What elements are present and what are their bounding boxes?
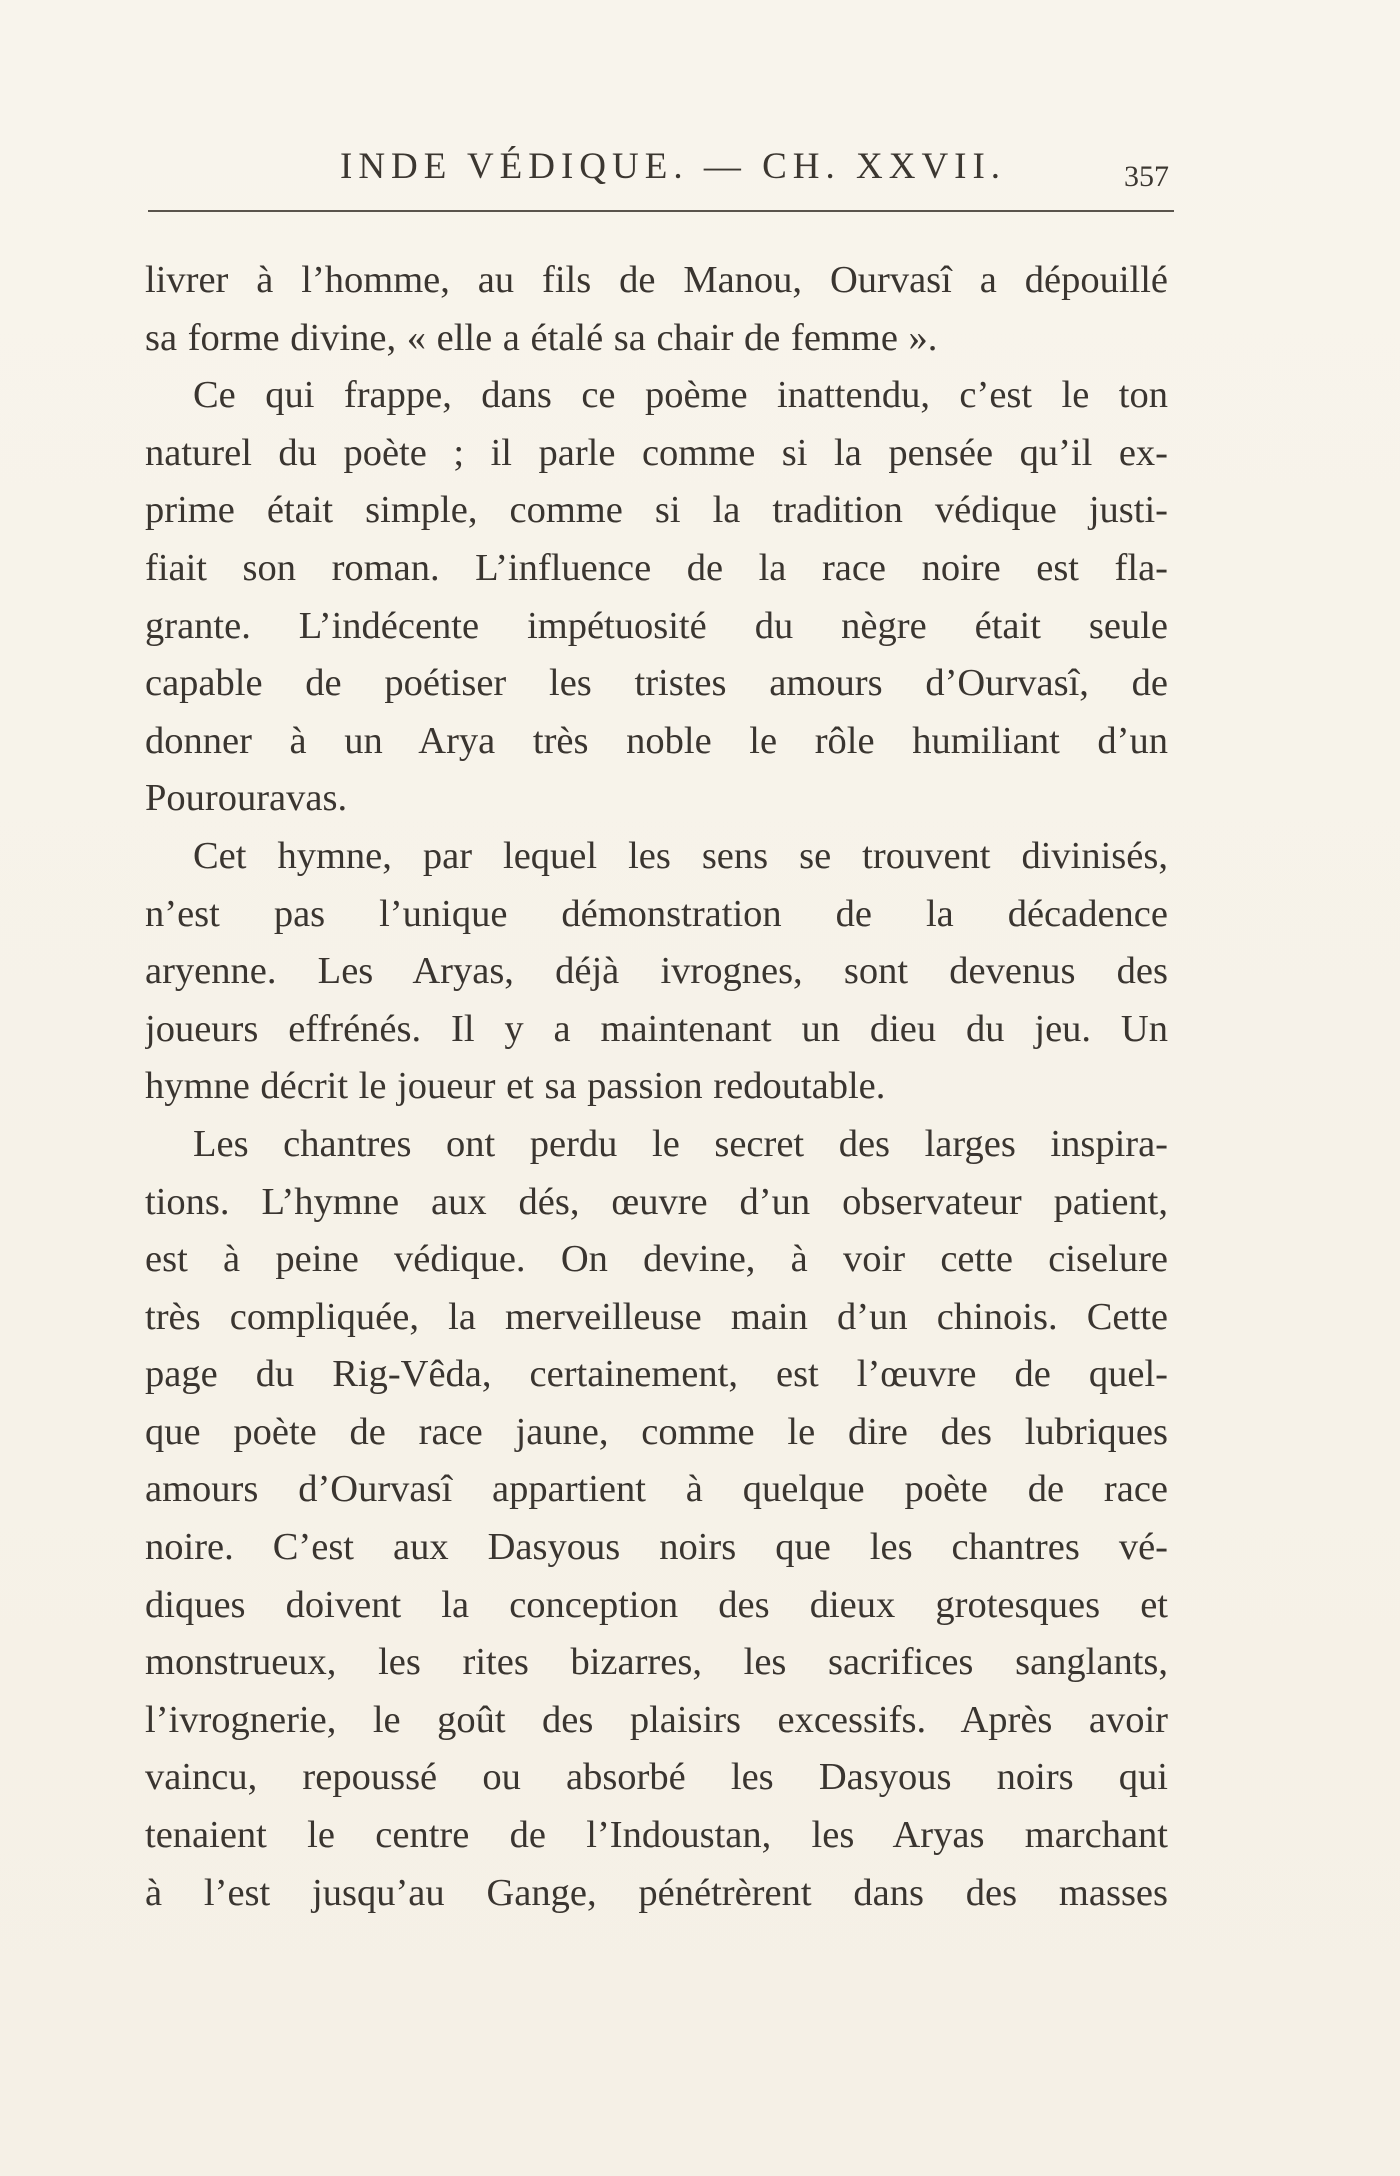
text-line: tenaient le centre de l’Indoustan, les Aryas marchant	[145, 1814, 1168, 1857]
text-line: page du Rig-Vêda, certainement, est l’œuvre de quel-	[145, 1353, 1168, 1396]
text-line: hymne décrit le joueur et sa passion redoutable.	[145, 1065, 886, 1108]
text-line: très compliquée, la merveilleuse main d’un chinois. Cette	[145, 1295, 1168, 1338]
text-line: donner à un Arya très noble le rôle humiliant d’un	[145, 719, 1168, 762]
text-line: tions. L’hymne aux dés, œuvre d’un observateur patient,	[145, 1180, 1168, 1223]
running-head: INDE VÉDIQUE. — CH. XXVII.	[340, 146, 1007, 187]
body-text	[145, 252, 1168, 1922]
text-line: amours d’Ourvasî appartient à quelque poète de race	[145, 1468, 1168, 1511]
text-line: Les chantres ont perdu le secret des larges inspira-	[193, 1122, 1168, 1165]
text-line: n’est pas l’unique démonstration de la décadence	[145, 892, 1168, 935]
text-line: est à peine védique. On devine, à voir cette ciselure	[145, 1238, 1168, 1281]
text-line: l’ivrognerie, le goût des plaisirs excessifs. Après avoir	[145, 1698, 1168, 1741]
text-line: capable de poétiser les tristes amours d’Ourvasî, de	[145, 662, 1168, 705]
text-line: vaincu, repoussé ou absorbé les Dasyous noirs qui	[145, 1756, 1168, 1799]
text-line: Ce qui frappe, dans ce poème inattendu, c’est le ton	[193, 374, 1168, 417]
text-line: Pourouravas.	[145, 777, 348, 820]
text-line: Cet hymne, par lequel les sens se trouvent divinisés,	[193, 834, 1168, 877]
text-line: noire. C’est aux Dasyous noirs que les chantres vé-	[145, 1526, 1168, 1569]
text-line: fiait son roman. L’influence de la race noire est fla-	[145, 546, 1168, 589]
text-line: monstrueux, les rites bizarres, les sacrifices sanglants,	[145, 1641, 1168, 1684]
text-line: à l’est jusqu’au Gange, pénétrèrent dans des masses	[145, 1871, 1168, 1914]
text-line: diques doivent la conception des dieux grotesques et	[145, 1583, 1168, 1626]
text-line: que poète de race jaune, comme le dire des lubriques	[145, 1410, 1168, 1453]
text-line: naturel du poète ; il parle comme si la pensée qu’il ex-	[145, 431, 1168, 474]
text-line: joueurs effrénés. Il y a maintenant un dieu du jeu. Un	[145, 1007, 1168, 1050]
header-rule	[148, 210, 1174, 212]
text-line: grante. L’indécente impétuosité du nègre était seule	[145, 604, 1168, 647]
text-line: aryenne. Les Aryas, déjà ivrognes, sont devenus des	[145, 950, 1168, 993]
text-line: livrer à l’homme, au fils de Manou, Ourvasî a dépouillé	[145, 259, 1168, 301]
text-line: sa forme divine, « elle a étalé sa chair de femme ».	[145, 316, 938, 359]
text-line: prime était simple, comme si la tradition védique justi-	[145, 489, 1168, 532]
page-number: 357	[1124, 160, 1169, 193]
